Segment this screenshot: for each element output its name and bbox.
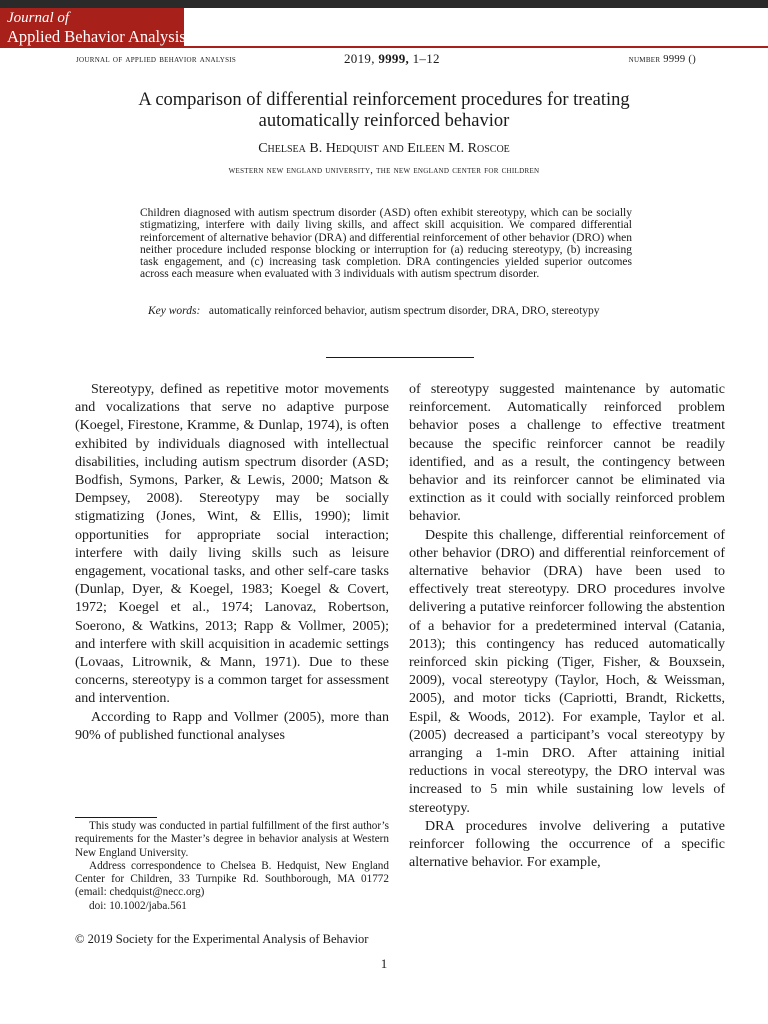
running-head-journal: journal of applied behavior analysis xyxy=(76,54,237,65)
paragraph: Stereotypy, defined as repetitive motor movements and vocalizations that serve no adaptive purpose (Koegel, Firestone, Kramme, & Dunlap, 1974), is often exhibited by individuals diagnosed with intellectual disabilities, including autism spectrum disorder (ASD; Bodfish, Symons, Parker, & Lewis, 2000; Matson & Dempsey, 2008). Stereotypy may be socially stigmatizing (Jones, Wint, & Ellis, 1990); limit opportunities for appropriate social interaction; interfere with daily living skills such as leisure engagement, vocational tasks, and other self-care tasks (Dunlap, Dyer, & Koegel, 1983; Koegel & Covert, 1972; Koegel et al., 1974; Lanovaz, Robertson, Soerono, & Watkins, 2013; Rapp & Vollmer, 2005); and interfere with skill acquisition in academic settings (Lovaas, Litrownik, & Mann, 1971). Due to these concerns, stereotypy is a common target for assessment and intervention. xyxy=(75,382,389,707)
article-authors: Chelsea B. Hedquist and Eileen M. Roscoe xyxy=(258,141,510,156)
abstract: Children diagnosed with autism spectrum disorder (ASD) often exhibit stereotypy, which can be socially stigmatizing, interfere with daily living skills, and affect skill acquisition. We compared differential reinforcement of alternative behavior (DRA) and differential reinforcement of other behavior (DRO) when neither procedure included response blocking or interruption for (a) reducing stereotypy, (b) increasing task engagement, and (c) increasing task completion. DRA contingencies yielded superior outcomes across each measure when evaluated with 3 individuals with autism spectrum disorder. xyxy=(140,207,632,281)
running-head-citation xyxy=(344,52,440,66)
footnotes xyxy=(75,820,389,913)
article-title: A comparison of differential reinforcement procedures for treating automatically reinforced behavior xyxy=(138,90,630,131)
footnote-doi: doi: 10.1002/jaba.561 xyxy=(89,899,187,912)
logo-line-1: Journal of xyxy=(7,10,70,26)
top-bar xyxy=(0,0,768,8)
author-affiliation: western new england university, the new england center for children xyxy=(228,165,540,176)
keywords xyxy=(140,305,632,317)
keywords-text: automatically reinforced behavior, autism spectrum disorder, DRA, DRO, stereotypy xyxy=(208,305,600,317)
running-head-number: number 9999 () xyxy=(628,54,696,65)
body-column-right xyxy=(409,381,725,872)
section-divider xyxy=(326,357,474,358)
footnote-study: This study was conducted in partial fulfillment of the first author’s requirements for the Master’s degree in behavior analysis at Western New England University. xyxy=(75,820,389,859)
paragraph: of stereotypy suggested maintenance by automatic reinforcement. Automatically reinforced problem behavior poses a challenge to effective treatment because the specific reinforcer cannot be readily identified, and as a result, the contingency between behavior and its reinforcer cannot be eliminated via extinction as it could with socially reinforced problem behavior. xyxy=(409,382,725,525)
citation-year: 2019, xyxy=(344,51,375,66)
keywords-label: Key words: xyxy=(148,305,201,317)
paragraph: DRA procedures involve delivering a putative reinforcer following the occurrence of a specific alternative behavior. For example, xyxy=(409,818,725,871)
journal-logo xyxy=(0,8,184,48)
page-number: 1 xyxy=(380,956,388,971)
citation-pages: 1–12 xyxy=(412,51,440,66)
footnote-rule xyxy=(75,817,157,818)
logo-line-2: Applied Behavior Analysis xyxy=(7,27,186,46)
footnote-address: Address correspondence to Chelsea B. Hedquist, New England Center for Children, 33 Turnpike Rd. Southborough, MA 01772 (email: chedquist@necc.org) xyxy=(75,859,389,899)
copyright-notice: © 2019 Society for the Experimental Analysis of Behavior xyxy=(75,932,369,946)
paragraph: Despite this challenge, differential reinforcement of other behavior (DRO) and differential reinforcement of alternative behavior (DRA) have been used to effectively treat stereotypy. DRO procedures involve delivering a putative reinforcer following the abstention of a behavior for a predetermined interval (Catania, 2013); this contingency has reduced automatically reinforced skin picking (Tiger, Fisher, & Bouxsein, 2009), vocal stereotypy (Taylor, Hoch, & Weissman, 2005), and motor ticks (Capriotti, Brandt, Ricketts, Espil, & Woods, 2012). For example, Taylor et al. (2005) decreased a participant’s vocal stereotypy by arranging a 1-min DRO. After attaining initial reductions in vocal stereotypy, the DRO interval was increased to 5 min while sustaining low levels of stereotypy. xyxy=(409,527,725,816)
paragraph: According to Rapp and Vollmer (2005), more than 90% of published functional analyses xyxy=(75,709,389,743)
header-rule xyxy=(184,46,768,48)
citation-volume: 9999, xyxy=(378,51,410,66)
body-column-left xyxy=(75,381,389,745)
